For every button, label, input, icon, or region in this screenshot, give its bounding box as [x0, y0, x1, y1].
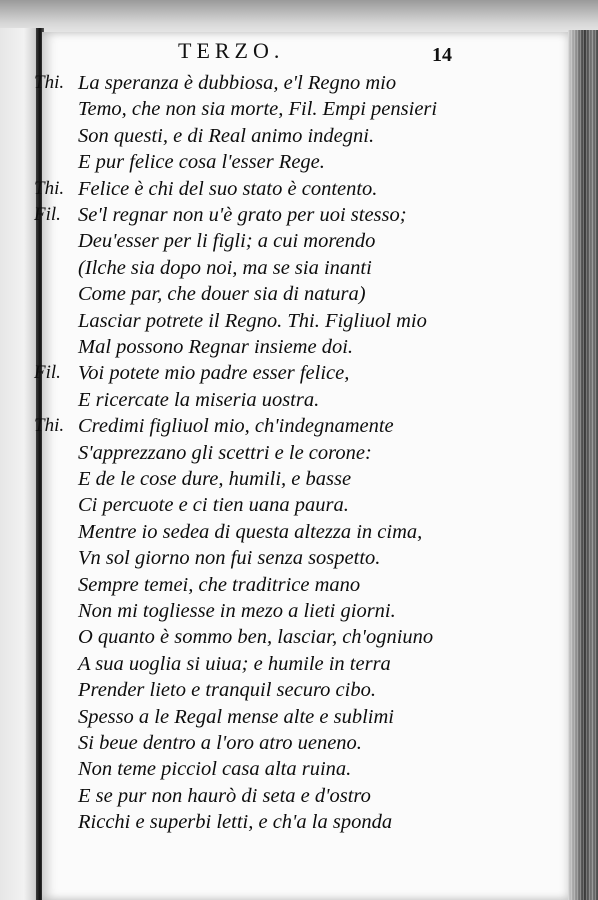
verse-line: [0, 626, 560, 652]
verse-text: Lasciar potrete il Regno. Thi. Figliuol mio: [78, 309, 427, 332]
verse-text: Ci percuote e ci tien uana paura.: [78, 494, 349, 517]
verse-line: [0, 204, 560, 230]
verse-text: Non teme picciol casa alta ruina.: [78, 758, 352, 781]
verse-line: [0, 494, 560, 520]
verse-text: Credimi figliuol mio, ch'indegnamente: [78, 415, 394, 438]
verse-line: [0, 521, 560, 547]
verse-line: [0, 310, 560, 336]
verse-text: Spesso a le Regal mense alte e sublimi: [78, 705, 394, 728]
verse-text: Come par, che douer sia di natura): [78, 283, 366, 306]
verse-line: [0, 98, 560, 124]
verse-line: [0, 230, 560, 256]
speaker-label: Thi.: [34, 415, 65, 437]
verse-line: [0, 468, 560, 494]
page-block-edge: [568, 30, 598, 900]
verse-text: E de le cose dure, humili, e basse: [78, 468, 352, 490]
verse-line: [0, 547, 560, 573]
verse-text: O quanto è sommo ben, lasciar, ch'ogniuno: [78, 626, 434, 649]
verse-line: [0, 257, 560, 283]
speaker-label: Thi.: [34, 177, 65, 199]
verse-text: (Ilche sia dopo noi, ma se sia inanti: [78, 256, 372, 279]
verse-line: [0, 362, 560, 388]
verse-text: Prender lieto e tranquil securo cibo.: [78, 679, 376, 702]
verse-text: Mentre io sedea di questa altezza in cima,: [78, 520, 423, 543]
verse-text: A sua uoglia si uiua; e humile in terra: [78, 652, 391, 675]
verse-text: Si beue dentro a l'oro atro ueneno.: [78, 732, 362, 754]
verse-text: E se pur non haurò di seta e d'ostro: [78, 784, 371, 807]
verse-text: Vn sol giorno non fui senza sospetto.: [78, 547, 381, 570]
verse-line: [0, 151, 560, 177]
verse-text: Felice è chi del suo stato è contento.: [78, 177, 378, 200]
verse-line: [0, 758, 560, 784]
verse-line: [0, 600, 560, 626]
verse-text: E pur felice cosa l'esser Rege.: [78, 151, 325, 174]
verse-line: [0, 653, 560, 679]
verse-text: Son questi, e di Real animo indegni.: [78, 124, 375, 147]
verse-text: Non mi togliesse in mezo a lieti giorni.: [78, 600, 396, 622]
verse-line: [0, 706, 560, 732]
verse-line: [0, 415, 560, 441]
verse-line: [0, 336, 560, 362]
verse-text: Deu'esser per li figli; a cui morendo: [78, 230, 376, 253]
verse-line: [0, 574, 560, 600]
verse-text: Temo, che non sia morte, Fil. Empi pensieri: [78, 98, 438, 121]
verse-text: Voi potete mio padre esser felice,: [78, 362, 350, 385]
verse-text: Se'l regnar non u'è grato per uoi stesso;: [78, 204, 407, 226]
verse-line: [0, 72, 560, 98]
verse-line: [0, 442, 560, 468]
verse-text: Ricchi e superbi letti, e ch'a la sponda: [78, 811, 393, 834]
verse-line: [0, 178, 560, 204]
verse-line: [0, 811, 560, 837]
speaker-label: Fil.: [34, 204, 61, 225]
verse-line: [0, 125, 560, 151]
verse-line: [0, 785, 560, 811]
verse-line: [0, 679, 560, 705]
running-head: TERZO.: [178, 38, 285, 63]
verse-text: Mal possono Regnar insieme doi.: [78, 336, 354, 358]
verse-line: [0, 283, 560, 309]
page-number: 14: [432, 44, 452, 66]
speaker-label: Thi.: [34, 72, 65, 93]
verse-text: S'apprezzano gli scettri e le corone:: [78, 441, 372, 464]
verse-line: [0, 732, 560, 758]
verse-line: [0, 389, 560, 415]
verse-text: La speranza è dubbiosa, e'l Regno mio: [78, 72, 397, 94]
verse-text: E ricercate la miseria uostra.: [78, 388, 320, 411]
speaker-label: Fil.: [34, 362, 61, 384]
verse-text: Sempre temei, che traditrice mano: [78, 573, 361, 596]
